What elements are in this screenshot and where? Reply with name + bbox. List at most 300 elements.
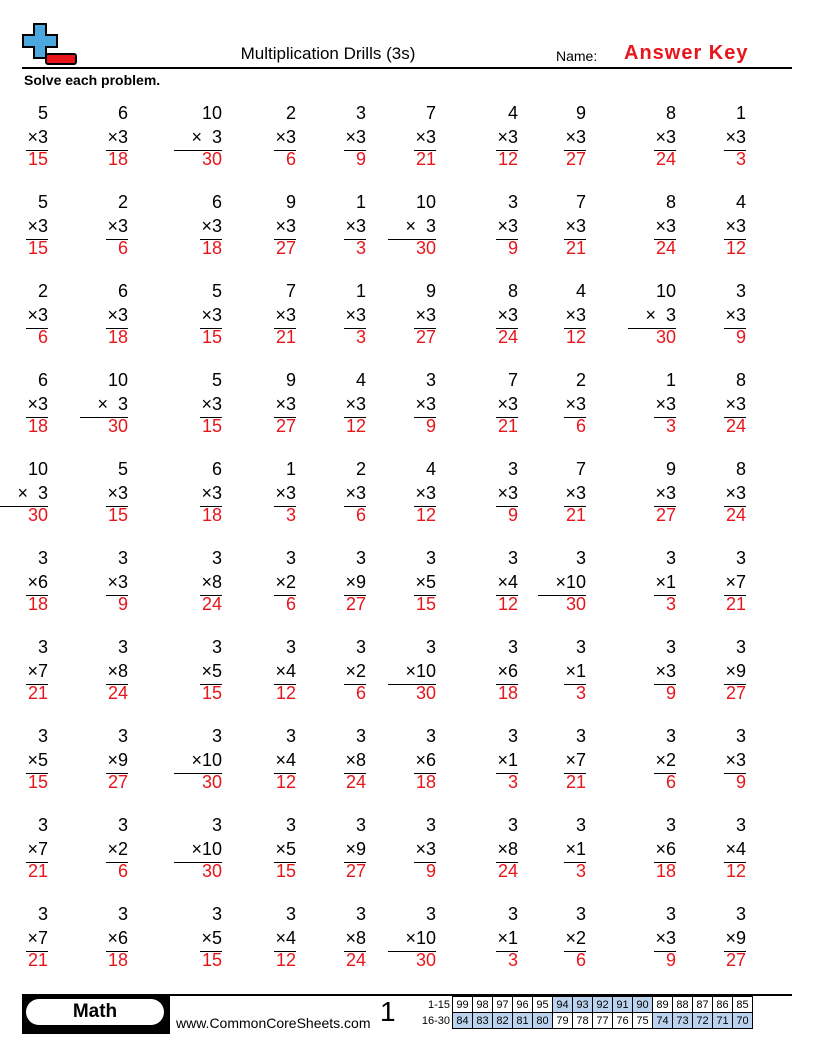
multiplicand: 3	[507, 815, 518, 835]
answer: 24	[201, 594, 222, 614]
answer: 27	[655, 505, 676, 525]
multiplier: ×3	[27, 305, 48, 325]
multiplier: ×9	[725, 928, 746, 948]
multiplicand: 9	[285, 192, 296, 212]
answer: 6	[117, 861, 128, 881]
answer: 21	[725, 594, 746, 614]
multiplier: × 3	[191, 127, 222, 147]
multiplier: ×1	[497, 928, 518, 948]
multiplicand: 3	[665, 815, 676, 835]
multiplicand: 3	[425, 548, 436, 568]
answer: 24	[497, 327, 518, 347]
answer: 9	[117, 594, 128, 614]
multiplier: ×2	[655, 750, 676, 770]
multiplier: ×3	[655, 928, 676, 948]
multiplicand: 4	[735, 192, 746, 212]
multiplier: ×10	[405, 928, 436, 948]
answer: 6	[355, 683, 366, 703]
multiplicand: 8	[665, 103, 676, 123]
multiplier: ×7	[27, 839, 48, 859]
multiplicand: 3	[575, 726, 586, 746]
multiplicand: 1	[285, 459, 296, 479]
multiplicand: 3	[425, 637, 436, 657]
score-cell: 94	[553, 997, 573, 1013]
multiplicand: 3	[37, 815, 48, 835]
multiplicand: 3	[575, 637, 586, 657]
multiplicand: 2	[37, 281, 48, 301]
answer: 18	[201, 238, 222, 258]
multiplicand: 9	[665, 459, 676, 479]
score-cell: 84	[453, 1013, 473, 1029]
answer: 27	[345, 861, 366, 881]
answer: 27	[725, 950, 746, 970]
answer: 9	[665, 683, 676, 703]
answer: 9	[507, 505, 518, 525]
answer: 27	[275, 238, 296, 258]
multiplier: ×5	[27, 750, 48, 770]
multiplier: ×4	[497, 572, 518, 592]
answer: 6	[285, 149, 296, 169]
answer: 21	[27, 861, 48, 881]
multiplicand: 4	[507, 103, 518, 123]
answer: 21	[27, 683, 48, 703]
multiplier: ×6	[497, 661, 518, 681]
multiplicand: 3	[507, 726, 518, 746]
multiplicand: 3	[211, 815, 222, 835]
score-cell: 96	[513, 997, 533, 1013]
multiplier: ×3	[725, 394, 746, 414]
answer: 3	[355, 238, 366, 258]
score-cell: 70	[733, 1013, 753, 1029]
multiplier: ×8	[345, 750, 366, 770]
multiplicand: 4	[355, 370, 366, 390]
multiplicand: 5	[37, 192, 48, 212]
multiplier: ×3	[201, 483, 222, 503]
multiplicand: 9	[285, 370, 296, 390]
multiplier: ×3	[275, 127, 296, 147]
score-cell: 80	[533, 1013, 553, 1029]
multiplier: ×10	[405, 661, 436, 681]
multiplier: ×3	[27, 127, 48, 147]
score-table	[414, 996, 753, 1029]
multiplicand: 1	[665, 370, 676, 390]
multiplier: ×3	[275, 394, 296, 414]
answer: 15	[201, 416, 222, 436]
multiplier: ×3	[565, 216, 586, 236]
multiplier: ×3	[655, 127, 676, 147]
multiplier: ×3	[345, 394, 366, 414]
multiplicand: 5	[211, 281, 222, 301]
multiplier: ×3	[565, 394, 586, 414]
multiplier: ×3	[415, 127, 436, 147]
multiplicand: 9	[575, 103, 586, 123]
answer: 27	[345, 594, 366, 614]
score-cell: 93	[573, 997, 593, 1013]
answer: 15	[275, 861, 296, 881]
answer: 21	[497, 416, 518, 436]
answer: 6	[285, 594, 296, 614]
answer: 12	[275, 683, 296, 703]
answer: 3	[735, 149, 746, 169]
multiplier: ×3	[107, 572, 128, 592]
score-cell: 74	[653, 1013, 673, 1029]
multiplier: ×3	[107, 305, 128, 325]
answer: 15	[107, 505, 128, 525]
multiplier: ×2	[275, 572, 296, 592]
score-cell: 85	[733, 997, 753, 1013]
multiplicand: 9	[425, 281, 436, 301]
answer: 30	[415, 238, 436, 258]
answer: 9	[425, 861, 436, 881]
answer: 24	[345, 950, 366, 970]
multiplicand: 3	[37, 637, 48, 657]
multiplicand: 3	[37, 548, 48, 568]
subject-badge-label: Math	[26, 999, 164, 1025]
multiplier: ×3	[107, 216, 128, 236]
multiplicand: 3	[735, 726, 746, 746]
answer: 9	[735, 772, 746, 792]
multiplicand: 10	[201, 103, 222, 123]
multiplier: ×3	[275, 305, 296, 325]
multiplicand: 3	[425, 815, 436, 835]
multiplicand: 3	[735, 637, 746, 657]
multiplicand: 3	[117, 815, 128, 835]
multiplier: ×1	[565, 839, 586, 859]
answer: 30	[107, 416, 128, 436]
multiplier: ×5	[415, 572, 436, 592]
multiplicand: 3	[507, 904, 518, 924]
score-cell: 83	[473, 1013, 493, 1029]
multiplicand: 1	[355, 281, 366, 301]
multiplier: ×5	[275, 839, 296, 859]
multiplicand: 6	[37, 370, 48, 390]
multiplier: ×3	[27, 216, 48, 236]
multiplicand: 10	[107, 370, 128, 390]
multiplicand: 8	[507, 281, 518, 301]
multiplier: ×8	[497, 839, 518, 859]
multiplier: ×3	[201, 216, 222, 236]
multiplicand: 5	[211, 370, 222, 390]
score-row-label: 1-15	[427, 998, 450, 1011]
answer: 15	[201, 683, 222, 703]
answer: 12	[345, 416, 366, 436]
answer: 12	[275, 772, 296, 792]
answer: 15	[415, 594, 436, 614]
multiplier: ×3	[725, 127, 746, 147]
multiplier: ×3	[497, 127, 518, 147]
answer: 12	[725, 238, 746, 258]
multiplier: ×3	[275, 216, 296, 236]
multiplicand: 3	[355, 548, 366, 568]
multiplicand: 10	[415, 192, 436, 212]
multiplier: ×9	[345, 839, 366, 859]
multiplier: ×9	[345, 572, 366, 592]
score-row-label: 16-30	[421, 1014, 450, 1027]
multiplicand: 3	[575, 904, 586, 924]
answer: 3	[285, 505, 296, 525]
multiplier: ×3	[107, 483, 128, 503]
multiplier: ×3	[345, 127, 366, 147]
answer: 18	[107, 149, 128, 169]
multiplier: ×4	[725, 839, 746, 859]
multiplier: ×6	[27, 572, 48, 592]
answer: 30	[415, 950, 436, 970]
multiplicand: 3	[575, 548, 586, 568]
multiplier: ×3	[201, 305, 222, 325]
answer: 24	[655, 238, 676, 258]
multiplier: ×6	[655, 839, 676, 859]
answer: 18	[497, 683, 518, 703]
answer: 27	[415, 327, 436, 347]
score-cell: 97	[493, 997, 513, 1013]
answer: 18	[415, 772, 436, 792]
answer: 21	[565, 772, 586, 792]
multiplicand: 6	[117, 281, 128, 301]
multiplicand: 2	[285, 103, 296, 123]
multiplicand: 3	[211, 548, 222, 568]
score-cell: 75	[633, 1013, 653, 1029]
answer: 6	[575, 416, 586, 436]
multiplier: ×1	[565, 661, 586, 681]
multiplicand: 3	[285, 637, 296, 657]
score-cell: 98	[473, 997, 493, 1013]
multiplicand: 8	[665, 192, 676, 212]
answer: 9	[425, 416, 436, 436]
multiplicand: 3	[211, 637, 222, 657]
multiplicand: 3	[665, 548, 676, 568]
multiplicand: 6	[211, 459, 222, 479]
multiplier: × 3	[17, 483, 48, 503]
answer: 9	[355, 149, 366, 169]
multiplier: ×3	[655, 483, 676, 503]
multiplier: ×3	[415, 305, 436, 325]
answer: 30	[415, 683, 436, 703]
multiplier: ×3	[565, 483, 586, 503]
answer: 9	[735, 327, 746, 347]
multiplier: ×10	[191, 839, 222, 859]
score-cell: 81	[513, 1013, 533, 1029]
multiplier: ×1	[497, 750, 518, 770]
multiplicand: 3	[425, 904, 436, 924]
answer: 15	[201, 327, 222, 347]
multiplicand: 7	[285, 281, 296, 301]
answer: 6	[117, 238, 128, 258]
multiplicand: 6	[117, 103, 128, 123]
multiplicand: 3	[355, 103, 366, 123]
answer: 15	[27, 149, 48, 169]
answer: 9	[507, 238, 518, 258]
answer: 24	[497, 861, 518, 881]
page-number: 1	[380, 996, 396, 1027]
answer: 18	[655, 861, 676, 881]
answer: 3	[355, 327, 366, 347]
score-cell: 89	[653, 997, 673, 1013]
answer: 30	[201, 861, 222, 881]
multiplier: × 3	[645, 305, 676, 325]
multiplicand: 5	[37, 103, 48, 123]
multiplicand: 3	[37, 726, 48, 746]
multiplier: ×3	[655, 394, 676, 414]
multiplier: ×3	[725, 483, 746, 503]
multiplier: ×3	[725, 216, 746, 236]
score-cell: 90	[633, 997, 653, 1013]
multiplier: ×6	[107, 928, 128, 948]
multiplicand: 1	[355, 192, 366, 212]
answer: 21	[565, 238, 586, 258]
answer: 18	[27, 594, 48, 614]
multiplicand: 7	[425, 103, 436, 123]
answer: 3	[665, 594, 676, 614]
answer: 3	[665, 416, 676, 436]
multiplicand: 1	[735, 103, 746, 123]
multiplier: ×1	[655, 572, 676, 592]
answer: 15	[27, 238, 48, 258]
multiplier: ×3	[345, 216, 366, 236]
multiplier: ×3	[725, 305, 746, 325]
multiplicand: 3	[285, 548, 296, 568]
multiplier: ×3	[497, 483, 518, 503]
page-title: Multiplication Drills (3s)	[240, 44, 416, 63]
multiplier: ×3	[415, 483, 436, 503]
multiplicand: 2	[117, 192, 128, 212]
multiplicand: 3	[117, 637, 128, 657]
answer: 18	[27, 416, 48, 436]
answer: 27	[107, 772, 128, 792]
multiplier: ×3	[565, 305, 586, 325]
multiplicand: 7	[575, 459, 586, 479]
answer: 6	[37, 327, 48, 347]
multiplicand: 5	[117, 459, 128, 479]
multiplier: ×5	[201, 661, 222, 681]
answer: 12	[497, 149, 518, 169]
multiplier: ×9	[107, 750, 128, 770]
score-cell: 72	[693, 1013, 713, 1029]
answer: 30	[27, 505, 48, 525]
answer: 12	[565, 327, 586, 347]
answer: 30	[201, 772, 222, 792]
answer: 30	[565, 594, 586, 614]
multiplier: ×3	[497, 305, 518, 325]
multiplier: ×3	[107, 127, 128, 147]
multiplier: ×7	[27, 661, 48, 681]
subject-badge	[22, 996, 170, 1034]
multiplicand: 10	[27, 459, 48, 479]
multiplicand: 3	[735, 815, 746, 835]
multiplicand: 8	[735, 459, 746, 479]
multiplier: ×7	[565, 750, 586, 770]
multiplicand: 3	[355, 815, 366, 835]
multiplicand: 3	[735, 548, 746, 568]
answer: 9	[665, 950, 676, 970]
score-cell: 88	[673, 997, 693, 1013]
multiplicand: 3	[211, 726, 222, 746]
multiplier: ×4	[275, 661, 296, 681]
answer: 24	[107, 683, 128, 703]
multiplier: ×3	[415, 839, 436, 859]
score-cell: 91	[613, 997, 633, 1013]
multiplier: ×6	[415, 750, 436, 770]
multiplicand: 2	[355, 459, 366, 479]
multiplicand: 3	[355, 637, 366, 657]
score-cell: 86	[713, 997, 733, 1013]
multiplier: ×10	[555, 572, 586, 592]
score-cell: 92	[593, 997, 613, 1013]
multiplicand: 3	[117, 726, 128, 746]
multiplicand: 3	[355, 726, 366, 746]
answer: 21	[27, 950, 48, 970]
multiplicand: 4	[425, 459, 436, 479]
multiplicand: 3	[37, 904, 48, 924]
multiplicand: 3	[355, 904, 366, 924]
multiplicand: 3	[117, 904, 128, 924]
multiplier: ×8	[345, 928, 366, 948]
score-cell: 73	[673, 1013, 693, 1029]
answer: 21	[415, 149, 436, 169]
multiplier: ×8	[201, 572, 222, 592]
multiplier: × 3	[97, 394, 128, 414]
multiplier: ×3	[345, 483, 366, 503]
multiplicand: 3	[117, 548, 128, 568]
multiplicand: 3	[665, 726, 676, 746]
multiplicand: 3	[285, 726, 296, 746]
answer: 18	[107, 950, 128, 970]
multiplier: ×3	[725, 750, 746, 770]
answer: 3	[575, 683, 586, 703]
site-url: www.CommonCoreSheets.com	[176, 1015, 371, 1031]
multiplicand: 3	[665, 637, 676, 657]
multiplier: ×7	[725, 572, 746, 592]
answer: 12	[415, 505, 436, 525]
multiplier: ×3	[565, 127, 586, 147]
multiplier: ×4	[275, 928, 296, 948]
multiplicand: 10	[655, 281, 676, 301]
score-cell: 79	[553, 1013, 573, 1029]
multiplicand: 3	[425, 726, 436, 746]
answer: 30	[655, 327, 676, 347]
multiplier: ×4	[275, 750, 296, 770]
answer: 24	[345, 772, 366, 792]
multiplier: ×3	[415, 394, 436, 414]
score-cell: 95	[533, 997, 553, 1013]
answer: 24	[725, 416, 746, 436]
multiplier: ×5	[201, 928, 222, 948]
multiplicand: 3	[507, 192, 518, 212]
multiplicand: 4	[575, 281, 586, 301]
multiplier: ×10	[191, 750, 222, 770]
multiplier: ×2	[565, 928, 586, 948]
multiplicand: 3	[735, 904, 746, 924]
score-row	[414, 997, 753, 1013]
answer: 12	[275, 950, 296, 970]
multiplier: ×9	[725, 661, 746, 681]
score-cell: 76	[613, 1013, 633, 1029]
answer: 15	[27, 772, 48, 792]
multiplicand: 7	[507, 370, 518, 390]
multiplier: ×3	[201, 394, 222, 414]
multiplier: ×2	[107, 839, 128, 859]
score-cell: 82	[493, 1013, 513, 1029]
answer: 6	[575, 950, 586, 970]
multiplicand: 3	[575, 815, 586, 835]
multiplicand: 6	[211, 192, 222, 212]
multiplier: ×3	[27, 394, 48, 414]
answer: 12	[497, 594, 518, 614]
multiplier: ×3	[655, 216, 676, 236]
multiplicand: 8	[735, 370, 746, 390]
multiplier: ×3	[497, 216, 518, 236]
multiplicand: 3	[285, 815, 296, 835]
multiplier: ×7	[27, 928, 48, 948]
